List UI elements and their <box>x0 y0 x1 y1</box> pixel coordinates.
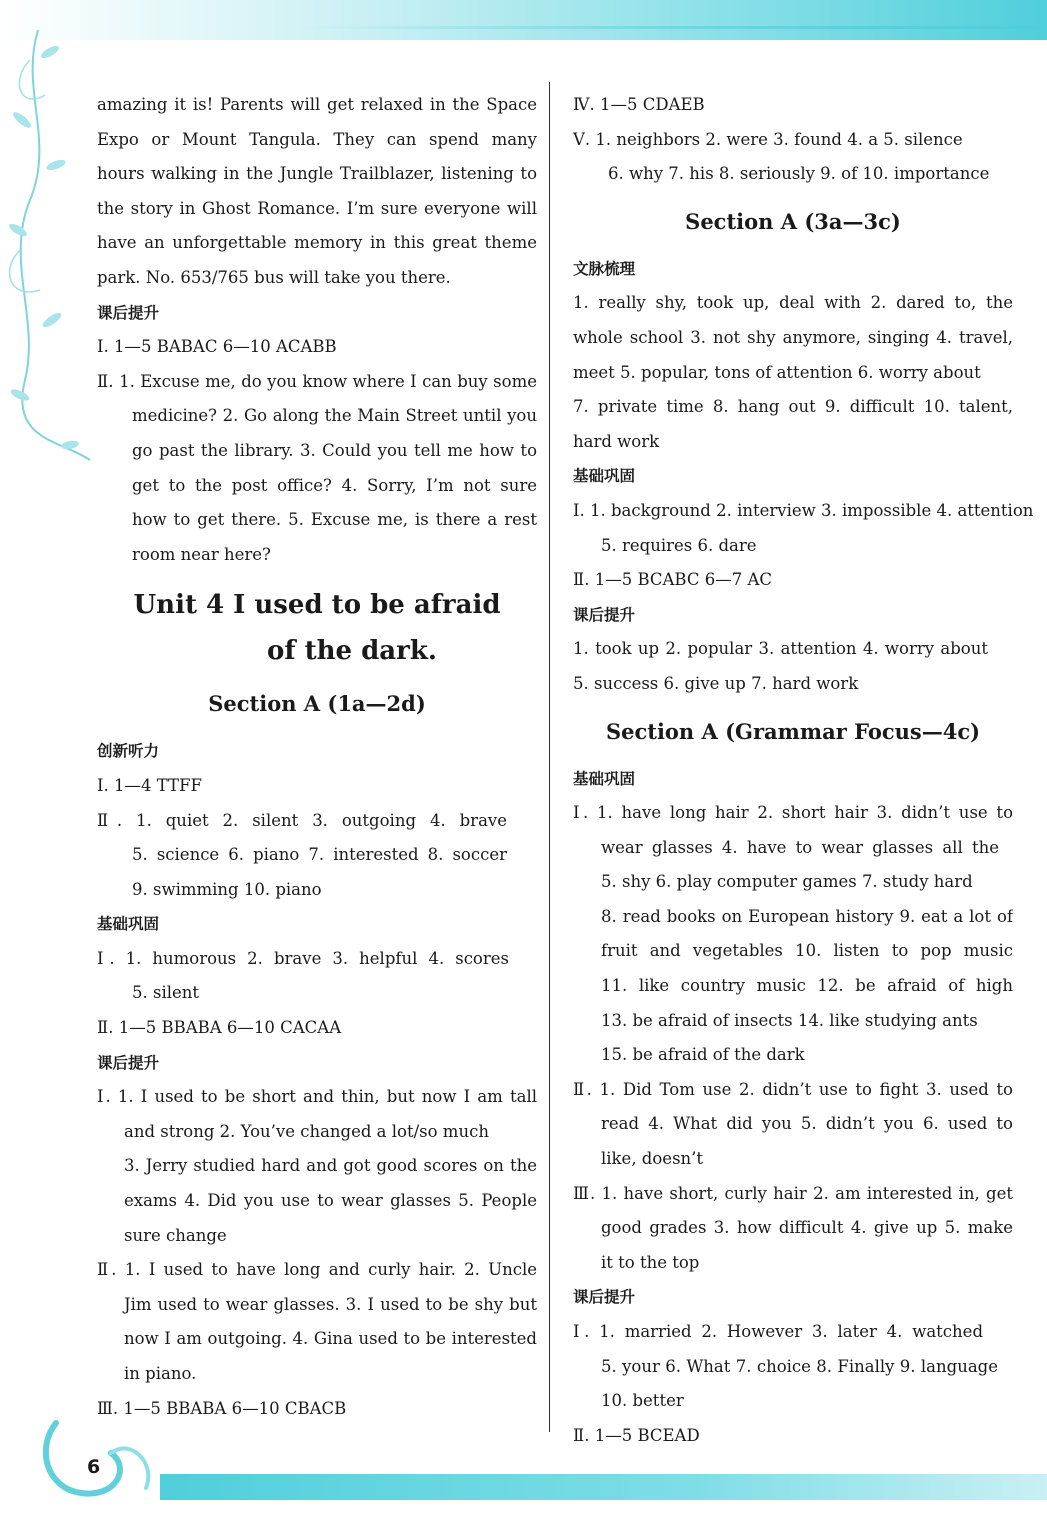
answer-line: 6. why 7. his 8. seriously 9. of 10. importance <box>608 164 990 184</box>
column-divider <box>549 82 550 1432</box>
answer-line: Jim used to wear glasses. 3. I used to be shy but <box>124 1294 537 1314</box>
answer-line: read 4. What did you 5. didn’t you 6. used to <box>601 1114 1013 1134</box>
unit-title-line: of the dark. <box>267 636 437 667</box>
answer-line: Ⅰ. 1. married 2. However 3. later 4. watched <box>573 1322 983 1341</box>
swirl-decoration-icon <box>36 1408 166 1518</box>
label-jichu: 基础巩固 <box>97 915 160 934</box>
answer-line: fruit and vegetables 10. listen to pop music <box>601 941 1013 961</box>
label-kehou: 课后提升 <box>97 1053 160 1072</box>
answer-line: 13. be afraid of insects 14. like studying ants <box>601 1010 978 1030</box>
answer-line: 15. be afraid of the dark <box>601 1045 805 1065</box>
answer-line: Ⅰ. 1—4 TTFF <box>97 775 202 795</box>
label-jichu: 基础巩固 <box>573 467 636 486</box>
answer-line: Ⅰ. 1—5 BABAC 6—10 ACABB <box>97 337 337 357</box>
label-chuangxin: 创新听力 <box>97 742 160 761</box>
label-kehou: 课后提升 <box>573 1288 636 1307</box>
answer-line: how to get there. 5. Excuse me, is there a rest <box>132 510 537 530</box>
answer-line: Ⅰ. 1. background 2. interview 3. impossible 4. attention <box>573 500 1034 520</box>
answer-line: 10. better <box>601 1391 684 1411</box>
answer-line: Ⅱ. 1. quiet 2. silent 3. outgoing 4. brave <box>97 810 507 830</box>
answer-line: it to the top <box>601 1252 700 1272</box>
label-jichu: 基础巩固 <box>573 769 636 788</box>
top-decorative-line <box>300 26 1040 29</box>
answer-line: Ⅰ. 1. humorous 2. brave 3. helpful 4. scores <box>97 948 509 968</box>
answer-line: whole school 3. not shy anymore, singing 4. travel, <box>573 327 1013 347</box>
section-title: Section A (Grammar Focus—4c) <box>605 718 981 744</box>
answer-line: exams 4. Did you use to wear glasses 5. People <box>124 1191 537 1211</box>
unit-title-line: Unit 4 I used to be afraid <box>133 590 501 621</box>
answer-line: 5. requires 6. dare <box>601 535 757 555</box>
answer-line: room near here? <box>132 544 271 564</box>
left-column <box>97 88 537 1426</box>
answer-line: 1. took up 2. popular 3. attention 4. worry about <box>573 639 988 659</box>
passage-line: hours walking in the Jungle Trailblazer, listening to <box>97 164 537 184</box>
answer-line: sure change <box>124 1225 227 1245</box>
answer-line: wear glasses 4. have to wear glasses all the <box>601 837 999 857</box>
answer-line: meet 5. popular, tons of attention 6. worry about <box>573 362 981 382</box>
answer-line: hard work <box>573 431 660 451</box>
answer-line: 11. like country music 12. be afraid of high <box>601 976 1013 996</box>
passage-line: amazing it is! Parents will get relaxed in the Space <box>97 95 537 114</box>
right-column <box>573 88 1034 1453</box>
answer-line: Ⅱ. 1—5 BBABA 6—10 CACAA <box>97 1018 342 1038</box>
passage-line: the story in Ghost Romance. I’m sure everyone will <box>97 198 537 218</box>
answer-line: 8. read books on European history 9. eat a lot of <box>601 906 1013 926</box>
answer-line: in piano. <box>124 1364 197 1383</box>
passage-line: Expo or Mount Tangula. They can spend many <box>97 129 537 149</box>
unit-title <box>97 582 537 674</box>
answer-line: like, doesn’t <box>601 1149 704 1169</box>
answer-line: 7. private time 8. hang out 9. difficult 10. talent, <box>573 397 1013 417</box>
section-title: Section A (3a—3c) <box>685 208 901 234</box>
label-wenmai: 文脉梳理 <box>573 259 636 278</box>
passage-line: have an unforgettable memory in this great theme <box>97 233 537 253</box>
answer-line: Ⅱ. 1—5 BCABC 6—7 AC <box>573 570 772 590</box>
answer-line: 5. silent <box>132 983 200 1003</box>
page-number: 6 <box>87 1456 101 1478</box>
answer-line: Ⅱ. 1. Did Tom use 2. didn’t use to fight 3. used to <box>573 1079 1013 1099</box>
answer-line: 5. science 6. piano 7. interested 8. soccer <box>132 845 507 865</box>
passage-line: park. No. 653/765 bus will take you there. <box>97 267 451 287</box>
answer-line: now I am outgoing. 4. Gina used to be interested <box>124 1329 537 1349</box>
bottom-decorative-band <box>160 1474 1047 1500</box>
answer-line: 5. your 6. What 7. choice 8. Finally 9. language <box>601 1356 998 1376</box>
answer-line: 5. success 6. give up 7. hard work <box>573 673 859 693</box>
answer-line: and strong 2. You’ve changed a lot/so much <box>124 1121 489 1141</box>
answer-line: Ⅱ. 1. I used to have long and curly hair. 2. Uncle <box>97 1260 537 1280</box>
top-decorative-band <box>0 0 1047 40</box>
answer-line: Ⅱ. 1—5 BCEAD <box>573 1425 700 1445</box>
answer-line: 5. shy 6. play computer games 7. study hard <box>601 872 973 892</box>
answer-line: get to the post office? 4. Sorry, I’m not sure <box>132 475 537 495</box>
answer-line: Ⅰ. 1. I used to be short and thin, but now I am tall <box>97 1087 537 1107</box>
label-kehou: 课后提升 <box>573 605 636 624</box>
answer-line: Ⅴ. 1. neighbors 2. were 3. found 4. a 5. silence <box>573 129 963 149</box>
answer-line: good grades 3. how difficult 4. give up 5. make <box>601 1218 1013 1238</box>
label-kehou: 课后提升 <box>97 303 160 322</box>
section-title: Section A (1a—2d) <box>208 691 426 717</box>
answer-line: 9. swimming 10. piano <box>132 879 322 899</box>
answer-line: Ⅳ. 1—5 CDAEB <box>573 95 705 114</box>
answer-line: 3. Jerry studied hard and got good scores on the <box>124 1156 537 1176</box>
answer-line: 1. really shy, took up, deal with 2. dared to, the <box>573 293 1013 313</box>
answer-line: medicine? 2. Go along the Main Street until you <box>132 406 537 426</box>
answer-line: Ⅲ. 1—5 BBABA 6—10 CBACB <box>97 1398 347 1418</box>
answer-line: Ⅲ. 1. have short, curly hair 2. am interested in, get <box>573 1183 1013 1203</box>
answer-line: go past the library. 3. Could you tell me how to <box>132 440 537 460</box>
answer-line: Ⅰ. 1. have long hair 2. short hair 3. didn’t use to <box>573 803 1013 823</box>
answer-line: Ⅱ. 1. Excuse me, do you know where I can buy some <box>97 371 537 391</box>
